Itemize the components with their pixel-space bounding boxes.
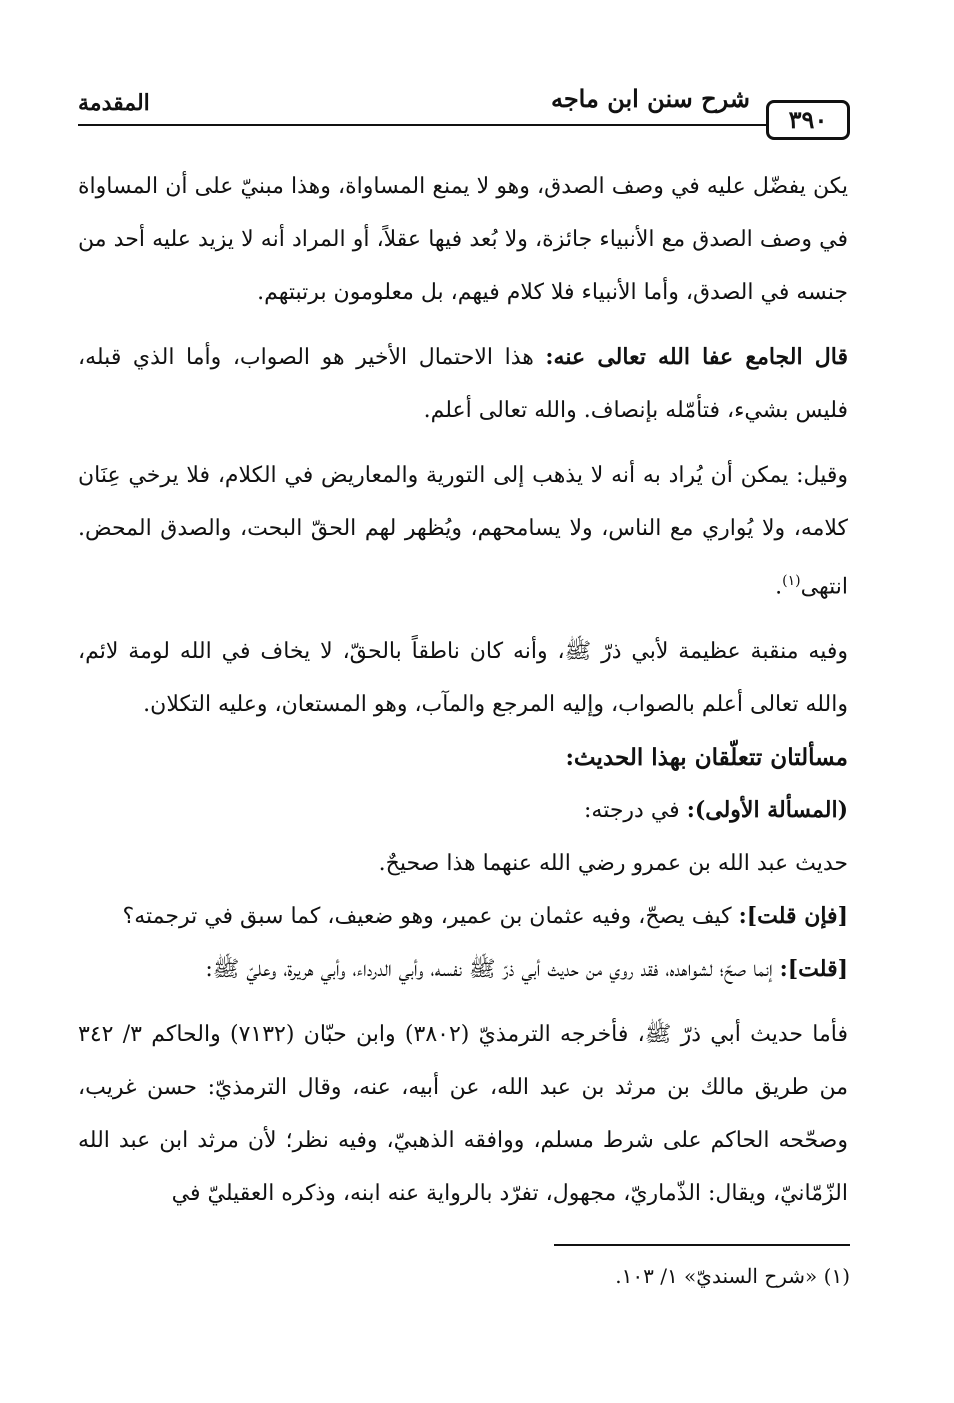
paragraph-last: فأما حديث أبي ذرّ ﷺ، فأخرجه الترمذيّ (٣٨٠٢) وابن حبّان (٧١٣٢) والحاكم ٣/ ٣٤٢ من طريق مالك بن مرثد بن عبد الله، عن أبيه، عنه، وقال الترمذيّ: حسن غريب، وصحّحه الحاكم على شرط مسلم، ووافقه الذهبيّ، وفيه نظر؛ لأن مرثد ابن عبد الله الزّمّانيّ، ويقال: الذّماريّ، مجهول، تفرّد بالرواية عنه ابنه، وذكره العقيليّ في: [78, 1022, 848, 1207]
answer-text: إنما صحّ؛ لشواهده، فقد روي من حديث أبي ذرّ ﷺ نفسه، وأبي الدرداء، وأبي هريرة، وعليّ ﷺ:: [205, 957, 773, 983]
paragraph-1: يكن يفضّل عليه في وصف الصدق، وهو لا يمنع المساواة، وهذا مبنيّ على أن المساواة في وصف الصدق مع الأنبياء جائزة، ولا بُعد فيها عقلاً، أو المراد أنه لا يزيد عليه أحد من جنسه في الصدق، وأما الأنبياء فلا كلام فيهم، بل معلومون برتبتهم.: [78, 174, 848, 305]
answer-label: [قلت]:: [779, 956, 848, 983]
footnote-reference[interactable]: (١): [782, 573, 801, 589]
question-text: كيف يصحّ، وفيه عثمان بن عمير، وهو ضعيف، كما سبق في ترجمته؟: [122, 904, 732, 930]
paragraph-2: [78, 331, 848, 437]
question-label: [فإن قلت]:: [738, 903, 848, 930]
paragraph-3-end: .: [775, 574, 783, 600]
answer: [78, 943, 848, 996]
book-title: شرح سنن ابن ماجه: [550, 84, 750, 113]
paragraph-4: وفيه منقبة عظيمة لأبي ذرّ ﷺ، وأنه كان ناطقاً بالحقّ، لا يخاف في الله لومة لائم، والله تعالى أعلم بالصواب، وإليه المرجع والمآب، وهو المستعان، وعليه التكلان.: [78, 639, 848, 718]
paragraph-2-text: هذا الاحتمال الأخير هو الصواب، وأما الذي قبله، فليس بشيء، فتأمّله بإنصاف. والله تعالى أعلم.: [78, 345, 848, 423]
page-header: [78, 78, 850, 138]
footnote-divider: [554, 1244, 850, 1246]
issue-one-text: في درجته:: [583, 798, 680, 824]
main-text: [78, 160, 848, 1220]
header-divider: [78, 124, 768, 126]
issue-one-body: حديث عبد الله بن عمرو رضي الله عنهما هذا صحيحٌ.: [378, 851, 848, 877]
issue-one: [78, 784, 848, 837]
author-note-label: قال الجامع عفا الله تعالى عنه:: [545, 344, 849, 370]
section-title: المقدمة: [78, 90, 150, 116]
footnote: (١) «شرح السنديّ» ١/ ١٠٣.: [615, 1264, 850, 1288]
question: [78, 890, 848, 943]
issue-one-label: (المسألة الأولى):: [686, 797, 848, 824]
paragraph-3-text: وقيل: يمكن أن يُراد به أنه لا يذهب إلى التورية والمعاريض في الكلام، فلا يرخي عِنَان كلامه، ولا يُواري مع الناس، ولا يسامحهم، ويُظهر لهم الحقّ البحت، والصدق المحض. انتهى: [78, 463, 848, 600]
page-number: ٣٩٠: [766, 100, 850, 140]
paragraph-3: [78, 449, 848, 613]
section-heading: مسألتان تتعلّقان بهذا الحديث:: [565, 744, 848, 772]
